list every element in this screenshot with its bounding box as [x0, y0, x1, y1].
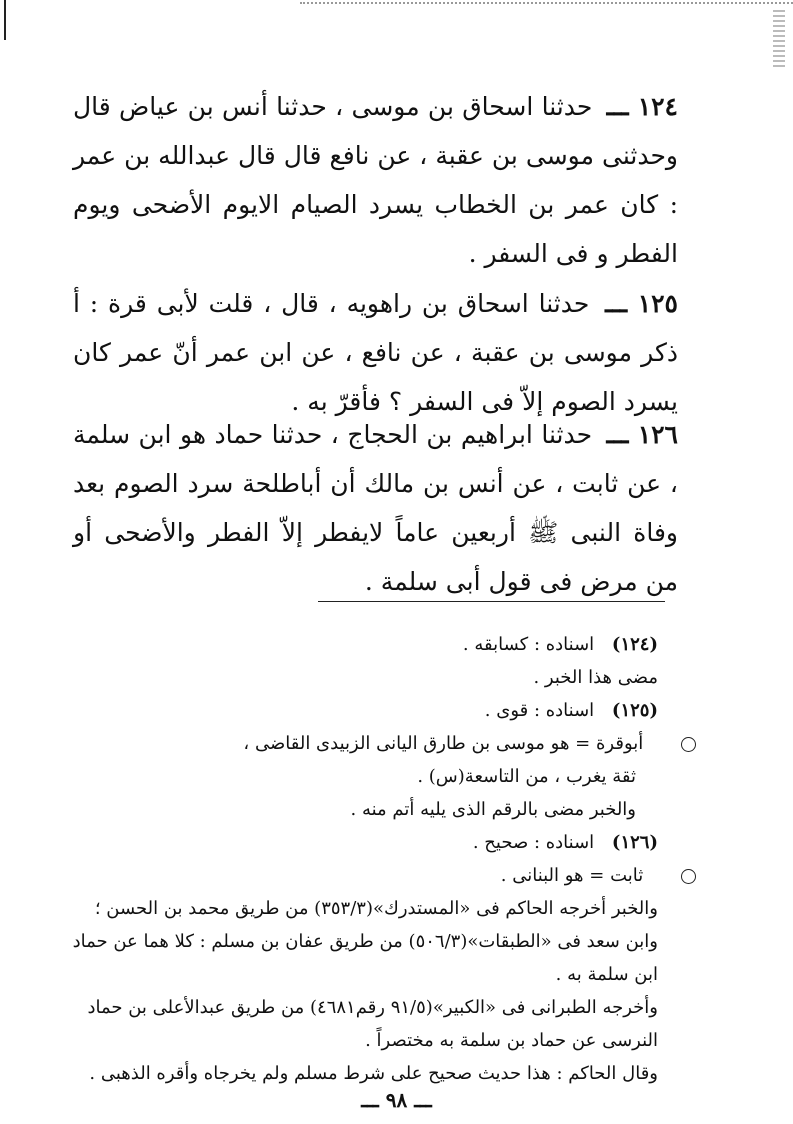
scan-edge-right [773, 10, 785, 70]
hadith-text: حدثنا ابراهيم بن الحجاج ، حدثنا حماد هو ابن سلمة ، عن ثابت ، عن أنس بن مالك أن أباطلحة سرد الصوم بعد وفاة النبى ﷺ أربعين عاماً لايفطر إلاّ الفطر والأضحى أو من مرض فى قول أبى سلمة . [73, 420, 678, 596]
hadith-number: ١٢٦ ـــ [606, 420, 678, 449]
note-number: (١٢٤) [611, 634, 658, 655]
note-125-line: ثقة يغرب ، من التاسعة(س) . [417, 766, 636, 787]
note-125-bullet: أبوقرة = هو موسى بن طارق اليانى الزبيدى القاضى ، [38, 727, 658, 760]
note-number: (١٢٦) [611, 832, 658, 853]
scan-edge-left [4, 0, 6, 40]
hadith-126 [73, 410, 678, 606]
footnote-separator [318, 601, 665, 602]
note-124-line: مضى هذا الخبر . [533, 667, 658, 688]
note-124-isnad: (١٢٤) اسناده : كسابقه . [462, 634, 658, 655]
note-126-line: وأخرجه الطبرانى فى «الكبير»(٩١/٥ رقم٤٦٨١) من طريق عبدالأعلى بن حماد [87, 997, 658, 1018]
note-126-line: ابن سلمة به . [555, 964, 658, 985]
note-126-isnad: (١٢٦) اسناده : صحيح . [472, 832, 658, 853]
bullet-circle-icon [681, 737, 696, 752]
note-125-line: والخبر مضى بالرقم الذى يليه أتم منه . [350, 799, 636, 820]
note-126-line: وقال الحاكم : هذا حديث صحيح على شرط مسلم ولم يخرجاه وأقره الذهبى . [89, 1063, 658, 1084]
note-126-line: النرسى عن حماد بن سلمة به مختصراً . [365, 1030, 658, 1051]
note-126-line: والخبر أخرجه الحاكم فى «المستدرك»(٣٥٣/٣) من طريق محمد بن الحسن ؛ [94, 898, 658, 919]
note-126-line: وابن سعد فى «الطبقات»(٥٠٦/٣) من طريق عفان بن مسلم : كلا هما عن حماد [72, 931, 658, 952]
note-number: (١٢٥) [611, 700, 658, 721]
hadith-125 [73, 279, 678, 426]
page-number: ـــ ٩٨ ـــ [361, 1088, 432, 1112]
scan-edge-top [300, 2, 793, 4]
note-125-isnad: (١٢٥) اسناده : قوى . [484, 700, 658, 721]
footnotes [38, 628, 658, 1090]
note-126-bullet: ثابت = هو البنانى . [38, 859, 658, 892]
hadith-text: حدثنا اسحاق بن راهويه ، قال ، قلت لأبى قرة : أ ذكر موسى بن عقبة ، عن نافع ، عن ابن عمر أنّ عمر كان يسرد الصوم إلاّ فى السفر ؟ فأقرّ به . [73, 289, 678, 416]
hadith-number: ١٢٥ ـــ [605, 289, 678, 318]
hadith-text: حدثنا اسحاق بن موسى ، حدثنا أنس بن عياض قال وحدثنى موسى بن عقبة ، عن نافع قال قال عبدالله بن عمر : كان عمر بن الخطاب يسرد الصيام الايوم الأضحى ويوم الفطر و فى السفر . [73, 92, 678, 268]
hadith-124 [73, 82, 678, 278]
bullet-circle-icon [681, 869, 696, 884]
hadith-number: ١٢٤ ـــ [606, 92, 678, 121]
